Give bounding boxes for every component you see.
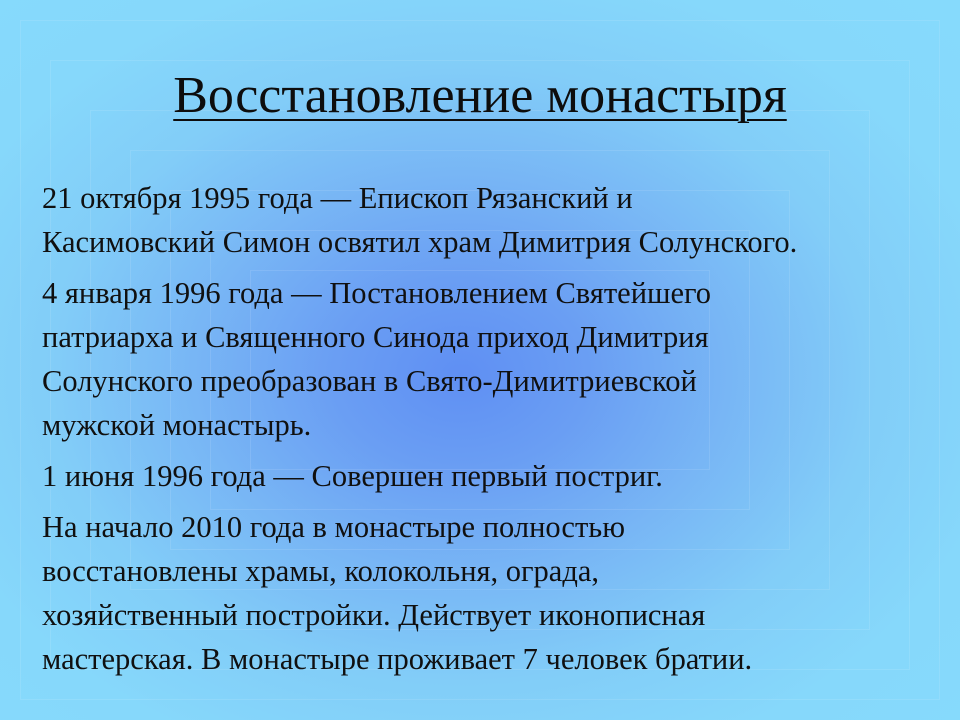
text-line: Касимовский Симон освятил храм Димитрия Солунского. — [42, 225, 798, 259]
text-line: На начало 2010 года в монастыре полностью — [42, 510, 625, 544]
paragraph-january-1996 — [42, 271, 952, 447]
slide-body — [42, 176, 952, 688]
text-line: хозяйственный постройки. Действует иконописная — [42, 598, 706, 632]
text-line: Солунского преобразован в Свято-Димитриевской — [42, 364, 697, 398]
text-line: мужской монастырь. — [42, 408, 312, 442]
text-line: патриарха и Священного Синода приход Димитрия — [42, 320, 709, 354]
paragraph-june-1996 — [42, 454, 952, 498]
text-line: мастерская. В монастыре проживает 7 человек братии. — [42, 642, 753, 676]
text-line: 4 января 1996 года — Постановлением Святейшего — [42, 276, 712, 310]
paragraph-2010 — [42, 505, 952, 681]
paragraph-1995 — [42, 176, 952, 264]
text-line: восстановлены храмы, колокольня, ограда, — [42, 554, 600, 588]
text-line: 1 июня 1996 года — Совершен первый постриг. — [42, 459, 663, 493]
text-line: 21 октября 1995 года — Епископ Рязанский и — [42, 181, 633, 215]
slide-title: Восстановление монастыря — [173, 67, 787, 124]
